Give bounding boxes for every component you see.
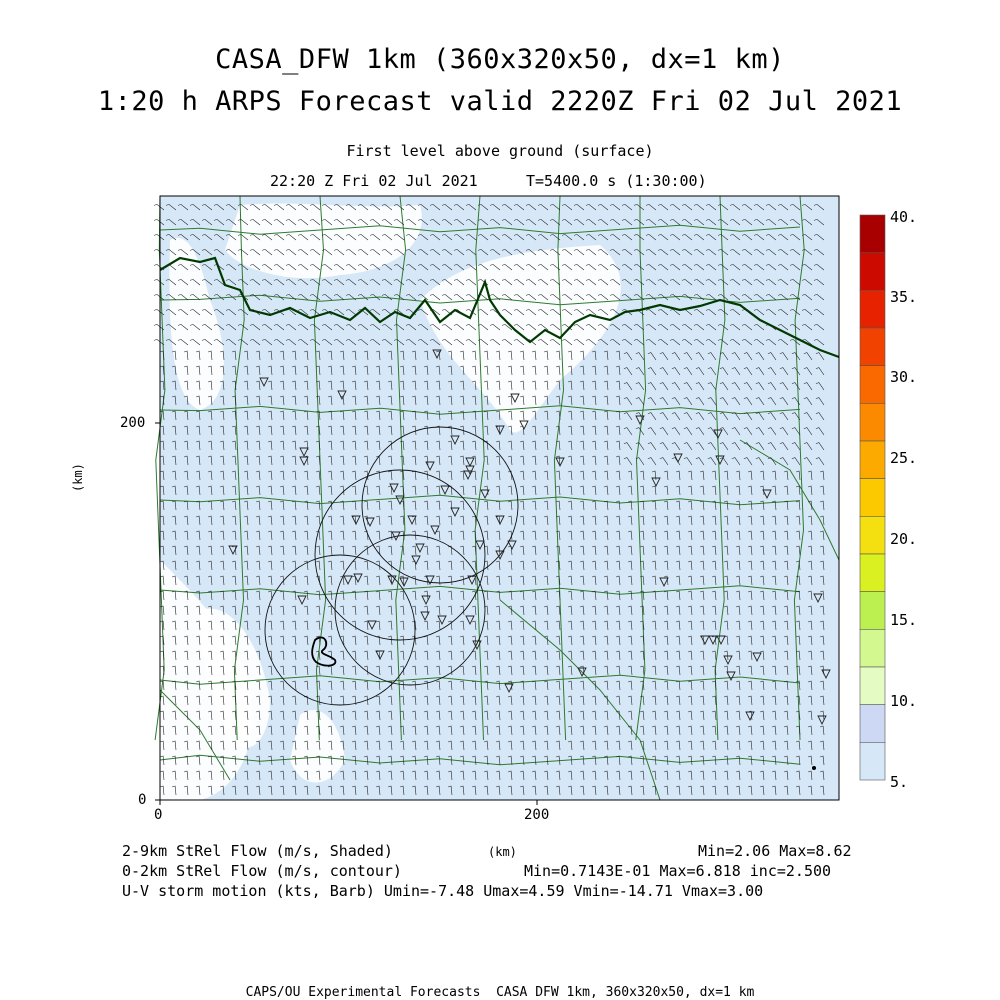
colorbar-swatch: [860, 592, 885, 630]
y-tick-label-200: 200: [120, 415, 146, 431]
footer-shaded-label: 2-9km StRel Flow (m/s, Shaded): [122, 842, 393, 860]
flow-contour-dot: [812, 766, 816, 770]
colorbar-swatch: [860, 290, 885, 328]
colorbar: [860, 215, 885, 780]
colorbar-label-40: 40.: [890, 208, 918, 226]
colorbar-swatch: [860, 253, 885, 291]
colorbar-swatch: [860, 705, 885, 743]
subtitle-level: First level above ground (surface): [346, 142, 654, 160]
x-tick-label-0: 0: [154, 807, 163, 823]
colorbar-swatch: [860, 479, 885, 517]
colorbar-label-35: 35.: [890, 288, 918, 306]
subtitle-elapsed: T=5400.0 s (1:30:00): [526, 172, 707, 190]
y-axis-label: (km): [71, 463, 85, 492]
colorbar-label-30: 30.: [890, 368, 918, 386]
footer-shaded-minmax: Min=2.06 Max=8.62: [698, 842, 852, 860]
credit-line: CAPS/OU Experimental Forecasts CASA DFW 1km, 360x320x50, dx=1 km: [245, 985, 755, 1000]
colorbar-swatch: [860, 742, 885, 780]
subtitle-time: 22:20 Z Fri 02 Jul 2021: [270, 172, 478, 190]
colorbar-swatch: [860, 629, 885, 667]
footer-contour-minmax: Min=0.7143E-01 Max=6.818 inc=2.500: [524, 862, 832, 880]
colorbar-swatch: [860, 366, 885, 404]
title-line-1: CASA_DFW 1km (360x320x50, dx=1 km): [215, 44, 785, 75]
colorbar-swatch: [860, 441, 885, 479]
footer-barb-info: U-V storm motion (kts, Barb) Umin=-7.48 Umax=4.59 Vmin=-14.71 Vmax=3.00: [122, 882, 764, 900]
colorbar-label-25: 25.: [890, 449, 918, 467]
colorbar-swatch: [860, 215, 885, 253]
colorbar-label-15: 15.: [890, 611, 918, 629]
footer-contour-label: 0-2km StRel Flow (m/s, contour): [122, 862, 402, 880]
x-axis-label: (km): [488, 845, 517, 859]
colorbar-swatch: [860, 516, 885, 554]
colorbar-label-10: 10.: [890, 692, 918, 710]
colorbar-label-20: 20.: [890, 530, 918, 548]
colorbar-swatch: [860, 554, 885, 592]
map-plot-area: [154, 196, 839, 805]
colorbar-swatch: [860, 667, 885, 705]
colorbar-label-5: 5.: [890, 773, 909, 791]
colorbar-swatch: [860, 328, 885, 366]
x-tick-label-200: 200: [524, 807, 550, 823]
title-line-2: 1:20 h ARPS Forecast valid 2220Z Fri 02 Jul 2021: [97, 86, 903, 117]
colorbar-swatch: [860, 403, 885, 441]
y-tick-label-0: 0: [138, 792, 147, 808]
